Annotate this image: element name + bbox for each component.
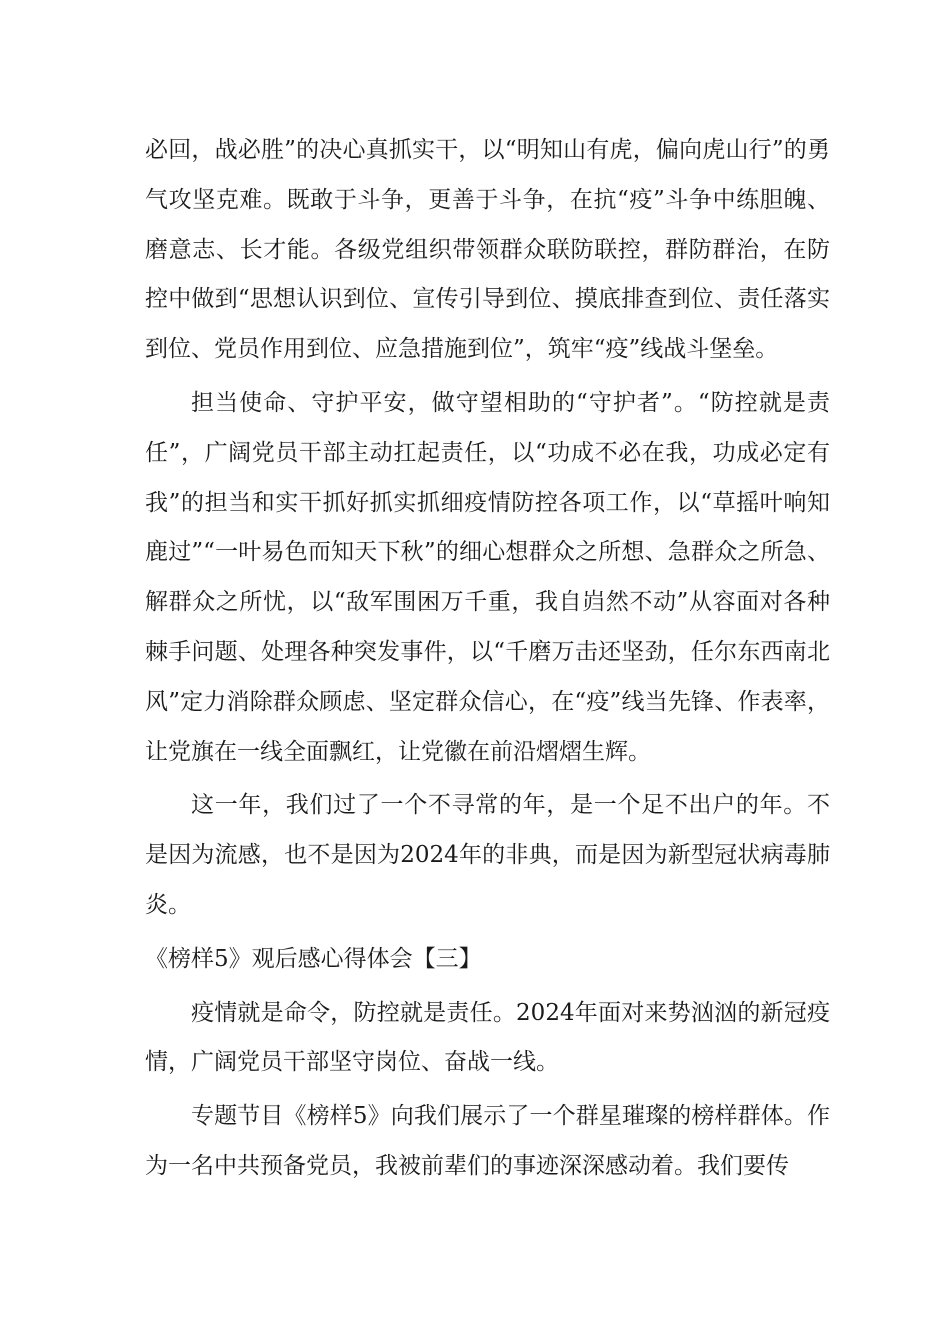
paragraph-guardian: 担当使命、守护平安，做守望相助的“守护者”。“防控就是责任”，广阔党员干部主动扛起责任，以“功成不必在我，功成必定有我”的担当和实干抓好抓实抓细疫情防控各项工作，以“草摇叶响知鹿过”“一叶易色而知天下秋”的细心想群众之所想、急群众之所急、解群众之所忧，以“敌军围困万千重，我自岿然不动”从容面对各种棘手问题、处理各种突发事件，以“千磨万击还坚劲，任尔东西南北风”定力消除群众顾虑、坚定群众信心，在“疫”线当先锋、作表率，让党旗在一线全面飘红，让党徽在前沿熠熠生辉。 xyxy=(145,389,830,765)
document-body xyxy=(145,126,830,1192)
paragraph-epidemic-order: 疫情就是命令，防控就是责任。2024年面对来势汹汹的新冠疫情，广阔党员干部坚守岗位、奋战一线。 xyxy=(145,999,830,1076)
paragraph-this-year: 这一年，我们过了一个不寻常的年，是一个足不出户的年。不是因为流感，也不是因为2024年的非典，而是因为新型冠状病毒肺炎。 xyxy=(145,792,830,918)
paragraph-role-model: 专题节目《榜样5》向我们展示了一个群星璀璨的榜样群体。作为一名中共预备党员，我被前辈们的事迹深深感动着。我们要传 xyxy=(145,1103,830,1179)
paragraph-continuation: 必回，战必胜”的决心真抓实干，以“明知山有虎，偏向虎山行”的勇气攻坚克难。既敢于斗争，更善于斗争，在抗“疫”斗争中练胆魄、磨意志、长才能。各级党组织带领群众联防联控，群防群治，在防控中做到“思想认识到位、宣传引导到位、摸底排查到位、责任落实到位、党员作用到位、应急措施到位”，筑牢“疫”线战斗堡垒。 xyxy=(145,137,830,363)
section-heading: 《榜样5》观后感心得体会【三】 xyxy=(145,945,482,972)
